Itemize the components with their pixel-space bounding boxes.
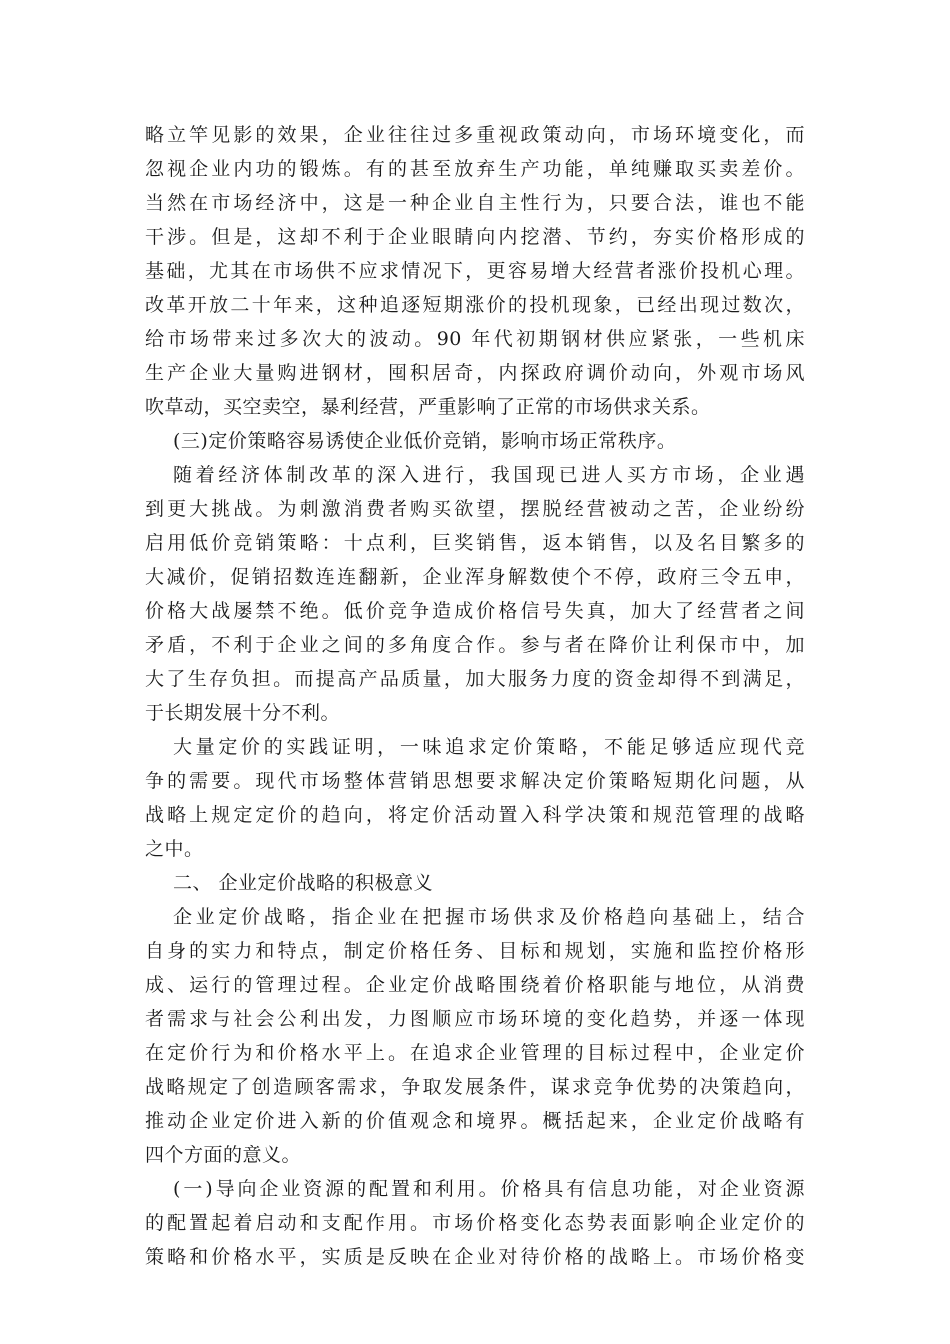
text-line: 随着经济体制改革的深入进行，我国现已进人买方市场，企业遇 bbox=[173, 464, 805, 486]
text-line: 战略上规定定价的趋向，将定价活动置入科学决策和规范管理的战略 bbox=[145, 804, 805, 826]
text-line: 战略规定了创造顾客需求，争取发展条件，谋求竞争优势的决策趋向， bbox=[145, 1076, 805, 1098]
text-line: 大量定价的实践证明，一味追求定价策略，不能足够适应现代竞 bbox=[173, 736, 805, 758]
document-page bbox=[145, 118, 805, 1274]
text-line: 生产企业大量购进钢材，囤积居奇，内探政府调价动向，外观市场风 bbox=[145, 362, 805, 384]
text-line: 到更大挑战。为刺激消费者购买欲望，摆脱经营被动之苦，企业纷纷 bbox=[145, 498, 805, 520]
text-line: 忽视企业内功的锻炼。有的甚至放弃生产功能，单纯赚取买卖差价。 bbox=[145, 158, 805, 180]
text-line: 策略和价格水平，实质是反映在企业对待价格的战略上。市场价格变 bbox=[145, 1246, 805, 1268]
text-line: (一)导向企业资源的配置和利用。价格具有信息功能，对企业资源 bbox=[173, 1178, 805, 1200]
text-line: 在定价行为和价格水平上。在追求企业管理的目标过程中，企业定价 bbox=[145, 1042, 805, 1064]
text-line: 者需求与社会公利出发，力图顺应市场环境的变化趋势，并逐一体现 bbox=[145, 1008, 805, 1030]
text-line: 价格大战屡禁不绝。低价竞争造成价格信号失真，加大了经营者之间 bbox=[145, 600, 805, 622]
text-line: 大减价，促销招数连连翻新，企业浑身解数使个不停，政府三令五申， bbox=[145, 566, 805, 588]
text-line: 推动企业定价进入新的价值观念和境界。概括起来，企业定价战略有 bbox=[145, 1110, 805, 1132]
text-line: 略立竿见影的效果，企业往往过多重视政策动向，市场环境变化，而 bbox=[145, 124, 805, 146]
text-line: 改革开放二十年来，这种追逐短期涨价的投机现象，已经出现过数次， bbox=[145, 294, 805, 316]
text-line: 的配置起着启动和支配作用。市场价格变化态势表面影响企业定价的 bbox=[145, 1212, 805, 1234]
text-line: 大了生存负担。而提高产品质量，加大服务力度的资金却得不到满足， bbox=[145, 668, 805, 690]
text-line: 四个方面的意义。 bbox=[145, 1144, 302, 1166]
text-line: 当然在市场经济中，这是一种企业自主性行为，只要合法，谁也不能 bbox=[145, 192, 805, 214]
text-line: 吹草动，买空卖空，暴利经营，严重影响了正常的市场供求关系。 bbox=[145, 396, 711, 418]
text-line: 于长期发展十分不利。 bbox=[145, 702, 341, 724]
text-line: 自身的实力和特点，制定价格任务、目标和规划，实施和监控价格形 bbox=[145, 940, 805, 962]
text-line: 之中。 bbox=[145, 838, 204, 860]
text-line: 干涉。但是，这却不利于企业眼睛向内挖潜、节约，夯实价格形成的 bbox=[145, 226, 805, 248]
text-line: (三)定价策略容易诱使企业低价竞销，影响市场正常秩序。 bbox=[173, 430, 677, 452]
text-line: 争的需要。现代市场整体营销思想要求解决定价策略短期化问题，从 bbox=[145, 770, 805, 792]
text-line: 成、运行的管理过程。企业定价战略围绕着价格职能与地位，从消费 bbox=[145, 974, 805, 996]
text-line: 启用低价竞销策略：十点利，巨奖销售，返本销售，以及名目繁多的 bbox=[145, 532, 805, 554]
text-line: 二、 企业定价战略的积极意义 bbox=[173, 872, 434, 894]
text-line: 基础，尤其在市场供不应求情况下，更容易增大经营者涨价投机心理。 bbox=[145, 260, 805, 282]
text-line: 给市场带来过多次大的波动。90 年代初期钢材供应紧张，一些机床 bbox=[145, 328, 805, 350]
text-line: 企业定价战略，指企业在把握市场供求及价格趋向基础上，结合 bbox=[173, 906, 805, 928]
text-line: 矛盾，不利于企业之间的多角度合作。参与者在降价让利保市中，加 bbox=[145, 634, 805, 656]
